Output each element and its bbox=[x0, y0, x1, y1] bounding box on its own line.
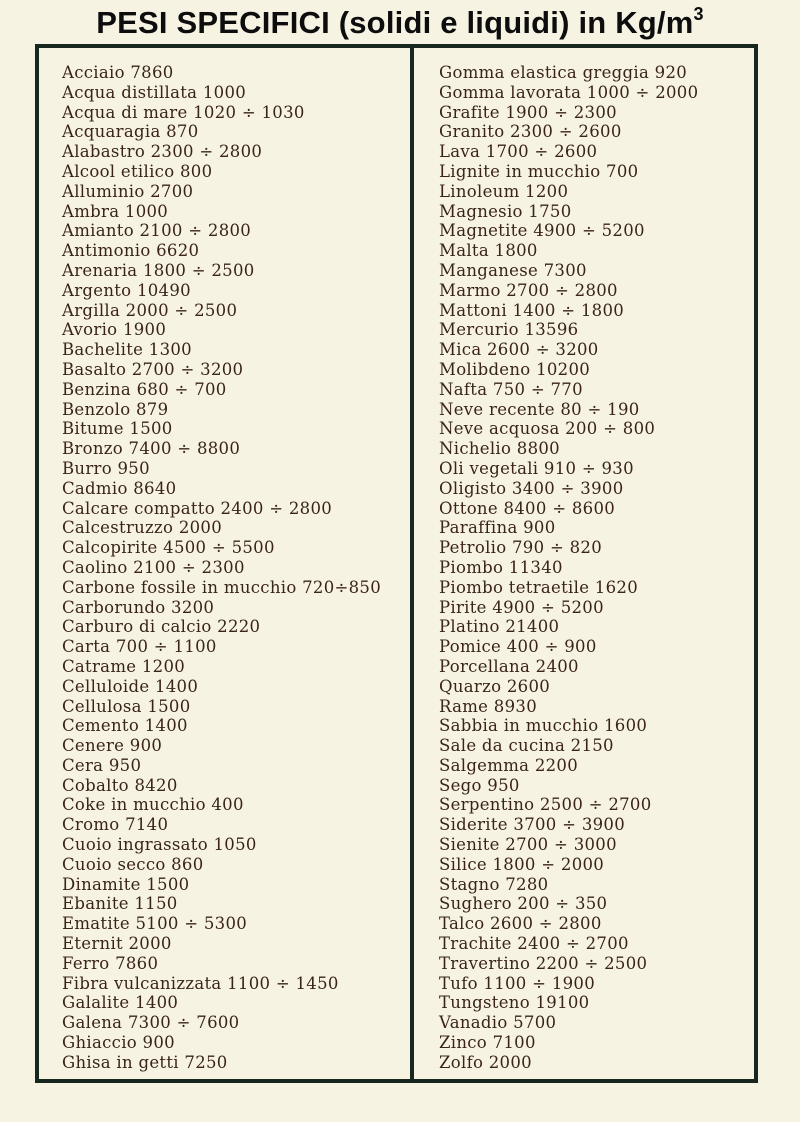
list-item: Siderite 3700 ÷ 3900 bbox=[439, 815, 626, 835]
list-item: Antimonio 6620 bbox=[62, 241, 200, 261]
column-divider bbox=[410, 44, 414, 1083]
list-item: Ottone 8400 ÷ 8600 bbox=[439, 498, 616, 518]
list-item: Catrame 1200 bbox=[62, 656, 186, 676]
list-item: Sughero 200 ÷ 350 bbox=[439, 894, 608, 914]
list-item: Serpentino 2500 ÷ 2700 bbox=[439, 795, 652, 815]
list-item: Silice 1800 ÷ 2000 bbox=[439, 854, 605, 874]
list-item: Coke in mucchio 400 bbox=[62, 795, 244, 815]
list-item: Benzina 680 ÷ 700 bbox=[62, 379, 227, 399]
list-item: Acqua distillata 1000 bbox=[62, 82, 247, 102]
list-item: Dinamite 1500 bbox=[62, 874, 190, 894]
list-item: Molibdeno 10200 bbox=[439, 359, 591, 379]
list-item: Ferro 7860 bbox=[62, 953, 159, 973]
list-item: Zolfo 2000 bbox=[439, 1052, 532, 1072]
list-item: Linoleum 1200 bbox=[439, 181, 569, 201]
list-item: Carbone fossile in mucchio 720÷850 bbox=[62, 577, 382, 597]
list-item: Acciaio 7860 bbox=[62, 63, 174, 82]
list-item: Basalto 2700 ÷ 3200 bbox=[62, 359, 244, 379]
list-item: Cobalto 8420 bbox=[62, 775, 178, 795]
list-item: Nafta 750 ÷ 770 bbox=[439, 379, 583, 399]
list-item: Galalite 1400 bbox=[62, 993, 179, 1013]
list-item: Ghisa in getti 7250 bbox=[62, 1052, 228, 1072]
list-item: Paraffina 900 bbox=[439, 518, 556, 538]
list-item: Eternit 2000 bbox=[62, 934, 172, 954]
list-item: Ghiaccio 900 bbox=[62, 1033, 175, 1053]
list-item: Zinco 7100 bbox=[439, 1033, 536, 1053]
list-item: Platino 21400 bbox=[439, 617, 560, 637]
list-item: Talco 2600 ÷ 2800 bbox=[439, 914, 602, 934]
list-item: Burro 950 bbox=[62, 458, 150, 478]
list-item: Pomice 400 ÷ 900 bbox=[439, 637, 597, 657]
list-item: Alluminio 2700 bbox=[62, 181, 194, 201]
list-item: Benzolo 879 bbox=[62, 399, 169, 419]
list-item: Fibra vulcanizzata 1100 ÷ 1450 bbox=[62, 973, 339, 993]
list-item: Petrolio 790 ÷ 820 bbox=[439, 538, 603, 558]
list-item: Salgemma 2200 bbox=[439, 755, 579, 775]
list-item: Neve acquosa 200 ÷ 800 bbox=[439, 419, 656, 439]
list-item: Vanadio 5700 bbox=[439, 1013, 557, 1033]
list-item: Cenere 900 bbox=[62, 736, 163, 756]
list-item: Pirite 4900 ÷ 5200 bbox=[439, 597, 604, 617]
title-superscript: 3 bbox=[693, 4, 704, 24]
list-item: Acquaragia 870 bbox=[62, 122, 199, 142]
list-item: Sabbia in mucchio 1600 bbox=[439, 716, 648, 736]
list-item: Magnetite 4900 ÷ 5200 bbox=[439, 221, 645, 241]
list-item: Mercurio 13596 bbox=[439, 320, 579, 340]
list-item: Grafite 1900 ÷ 2300 bbox=[439, 102, 617, 122]
list-item: Caolino 2100 ÷ 2300 bbox=[62, 557, 245, 577]
list-item: Ambra 1000 bbox=[62, 201, 169, 221]
list-item: Manganese 7300 bbox=[439, 260, 587, 280]
list-item: Neve recente 80 ÷ 190 bbox=[439, 399, 640, 419]
list-item: Nichelio 8800 bbox=[439, 439, 560, 459]
list-item: Stagno 7280 bbox=[439, 874, 549, 894]
list-item: Rame 8930 bbox=[439, 696, 537, 716]
list-item: Calcestruzzo 2000 bbox=[62, 518, 223, 538]
list-item: Cromo 7140 bbox=[62, 815, 169, 835]
list-item: Travertino 2200 ÷ 2500 bbox=[439, 953, 648, 973]
list-item: Porcellana 2400 bbox=[439, 656, 579, 676]
list-item: Amianto 2100 ÷ 2800 bbox=[62, 221, 252, 241]
list-item: Quarzo 2600 bbox=[439, 676, 551, 696]
list-item: Ematite 5100 ÷ 5300 bbox=[62, 914, 248, 934]
list-item: Acqua di mare 1020 ÷ 1030 bbox=[62, 102, 305, 122]
list-item: Marmo 2700 ÷ 2800 bbox=[439, 280, 618, 300]
list-item: Calcopirite 4500 ÷ 5500 bbox=[62, 538, 275, 558]
list-item: Mica 2600 ÷ 3200 bbox=[439, 340, 599, 360]
list-item: Cuoio secco 860 bbox=[62, 854, 204, 874]
list-item: Trachite 2400 ÷ 2700 bbox=[439, 934, 629, 954]
list-item: Ebanite 1150 bbox=[62, 894, 178, 914]
list-item: Alabastro 2300 ÷ 2800 bbox=[62, 142, 263, 162]
list-item: Sego 950 bbox=[439, 775, 520, 795]
list-item: Lignite in mucchio 700 bbox=[439, 161, 639, 181]
list-item: Sale da cucina 2150 bbox=[439, 736, 614, 756]
list-item: Carta 700 ÷ 1100 bbox=[62, 637, 217, 657]
list-item: Cellulosa 1500 bbox=[62, 696, 191, 716]
list-item: Arenaria 1800 ÷ 2500 bbox=[62, 260, 255, 280]
list-item: Lava 1700 ÷ 2600 bbox=[439, 142, 598, 162]
list-item: Tufo 1100 ÷ 1900 bbox=[439, 973, 596, 993]
list-item: Alcool etilico 800 bbox=[62, 161, 213, 181]
page-title bbox=[0, 2, 800, 44]
list-item: Cadmio 8640 bbox=[62, 478, 177, 498]
list-item: Gomma lavorata 1000 ÷ 2000 bbox=[439, 82, 699, 102]
list-item: Tungsteno 19100 bbox=[439, 993, 590, 1013]
list-item: Mattoni 1400 ÷ 1800 bbox=[439, 300, 625, 320]
list-item: Bitume 1500 bbox=[62, 419, 173, 439]
title-text: PESI SPECIFICI (solidi e liquidi) in Kg/m bbox=[96, 5, 694, 40]
list-item: Gomma elastica greggia 920 bbox=[439, 63, 688, 82]
left-column bbox=[62, 63, 381, 1073]
right-column bbox=[439, 63, 698, 1073]
list-item: Cuoio ingrassato 1050 bbox=[62, 835, 257, 855]
list-item: Piombo 11340 bbox=[439, 557, 563, 577]
list-item: Bronzo 7400 ÷ 8800 bbox=[62, 439, 241, 459]
list-item: Carburo di calcio 2220 bbox=[62, 617, 261, 637]
list-item: Sienite 2700 ÷ 3000 bbox=[439, 835, 617, 855]
list-item: Celluloide 1400 bbox=[62, 676, 199, 696]
list-item: Argento 10490 bbox=[62, 280, 191, 300]
list-item: Granito 2300 ÷ 2600 bbox=[439, 122, 622, 142]
list-item: Oli vegetali 910 ÷ 930 bbox=[439, 458, 634, 478]
list-item: Bachelite 1300 bbox=[62, 340, 192, 360]
list-item: Calcare compatto 2400 ÷ 2800 bbox=[62, 498, 333, 518]
list-item: Cemento 1400 bbox=[62, 716, 188, 736]
list-item: Piombo tetraetile 1620 bbox=[439, 577, 639, 597]
list-item: Oligisto 3400 ÷ 3900 bbox=[439, 478, 624, 498]
list-item: Cera 950 bbox=[62, 755, 142, 775]
list-item: Magnesio 1750 bbox=[439, 201, 572, 221]
list-item: Argilla 2000 ÷ 2500 bbox=[62, 300, 238, 320]
list-item: Malta 1800 bbox=[439, 241, 538, 261]
list-item: Avorio 1900 bbox=[62, 320, 167, 340]
list-item: Carborundo 3200 bbox=[62, 597, 215, 617]
list-item: Galena 7300 ÷ 7600 bbox=[62, 1013, 240, 1033]
